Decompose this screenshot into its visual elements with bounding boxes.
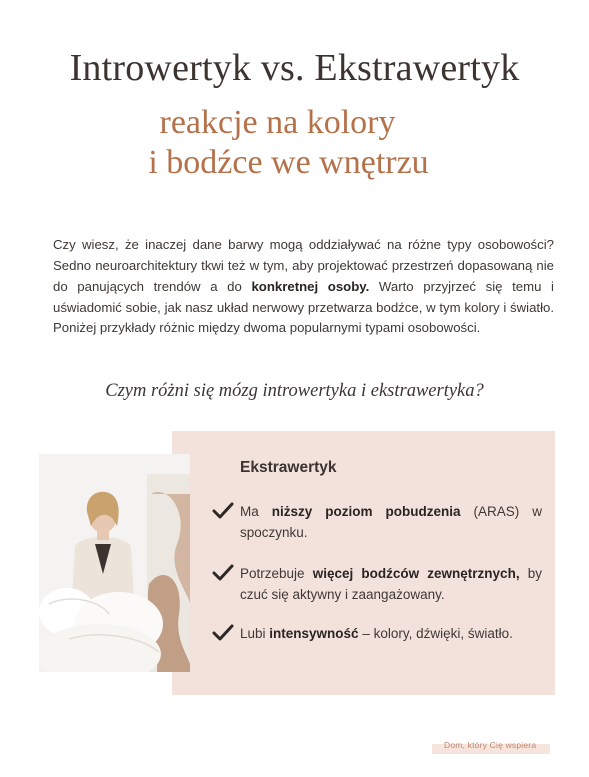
intro-text-part1: Czy wiesz, że inaczej dane barwy mogą oddziaływać na różne typy osobowości? Sedno neuroarchitektury tkwi też w tym, aby projektować przestrzeń dopasowaną nie do panujących trendów a do	[53, 237, 554, 294]
page-title: Introwertyk vs. Ekstrawertyk	[69, 47, 520, 89]
subtitle-line-1: reakcje na kolory	[159, 104, 396, 141]
portrait-photo	[39, 454, 190, 672]
list-item-pre: Lubi	[240, 626, 270, 641]
checkmark-icon	[212, 563, 234, 583]
subtitle-line-2: i bodźce we wnętrzu	[148, 144, 429, 181]
section-question: Czym różni się mózg introwertyka i ekstrawertyka?	[105, 381, 484, 401]
list-item-bold: intensywność	[269, 626, 359, 641]
list-item-pre: Potrzebuje	[240, 566, 313, 581]
footer-tagline	[432, 738, 552, 752]
list-item-bold: więcej bodźców zewnętrznych,	[312, 566, 520, 581]
intro-bold-text: konkretnej osoby.	[251, 278, 370, 294]
list-item-post: (ARAS) w spoczynku.	[240, 504, 542, 540]
list-item-pre: Ma	[240, 504, 272, 519]
checkmark-icon	[212, 623, 234, 643]
list-item-post: by czuć się aktywny i zaangażowany.	[240, 566, 542, 602]
portrait-illustration	[39, 454, 190, 672]
checkmark-icon	[212, 501, 234, 521]
footer-text: Dom, który Cię wspiera	[444, 740, 537, 750]
list-item-text	[240, 501, 542, 543]
list-item-text	[240, 623, 542, 644]
list-item-post: – kolory, dźwięki, światło.	[358, 626, 513, 641]
intro-paragraph	[53, 235, 554, 339]
panel-heading: Ekstrawertyk	[240, 459, 337, 476]
intro-text-part2: Warto przyjrzeć się temu i uświadomić sobie, jak nasz układ nerwowy przetwarza bodźce, w tym kolory i światło. Poniżej przykłady różnic między dwoma popularnymi typami osobowości.	[53, 278, 554, 336]
list-item-text	[240, 563, 542, 605]
list-item-bold: niższy poziom pobudzenia	[271, 504, 461, 519]
